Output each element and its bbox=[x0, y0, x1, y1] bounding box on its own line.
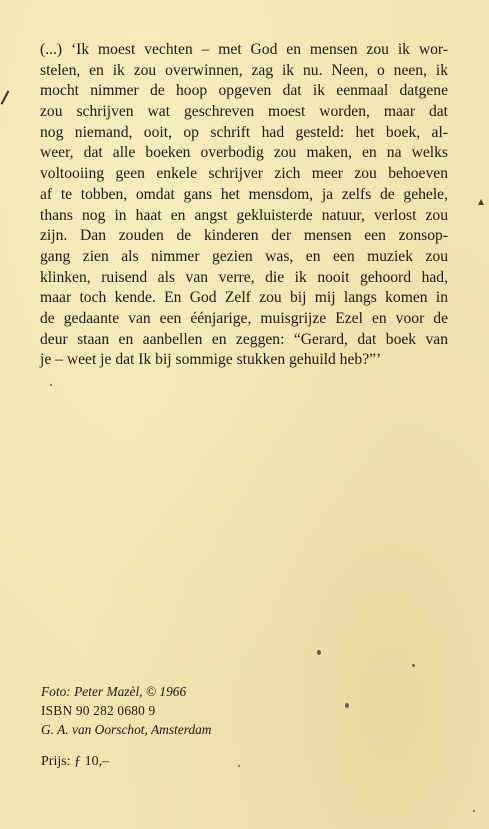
blurb-line: af te tobben, omdat gans het mensdom, ja zelfs de gehele, bbox=[40, 185, 448, 203]
blurb-line: zijn. Dan zouden de kinderen der mensen een zonsop- bbox=[40, 227, 448, 245]
blurb-quote bbox=[40, 40, 448, 371]
blurb-line: gang zien als nimmer gezien was, en een muziek zou bbox=[40, 247, 448, 265]
price: Prijs: ƒ 10,– bbox=[41, 754, 110, 769]
blurb-line: klinken, ruisend als van verre, die ik nooit gehoord had, bbox=[40, 268, 448, 286]
blurb-line: mocht nimmer de hoop opgeven dat ik eenmaal datgene bbox=[40, 82, 448, 100]
paper-speck bbox=[50, 384, 52, 386]
pencil-mark bbox=[1, 90, 10, 104]
margin-caret-mark bbox=[478, 199, 484, 205]
blurb-line: deur staan en aanbellen en zeggen: “Gerard, dat boek van bbox=[40, 330, 448, 348]
blurb-line: weer, dat alle boeken overbodig zou maken, en na welks bbox=[40, 144, 448, 162]
blurb-line: nog niemand, ooit, op schrift had gesteld: het boek, al- bbox=[40, 123, 448, 141]
paper-speck bbox=[473, 810, 475, 812]
paper-speck bbox=[317, 650, 321, 655]
blurb-line: zou schrijven wat geschreven moest worden, maar dat bbox=[40, 103, 448, 121]
blurb-line: voltooiing geen enkele schrijver zich meer zou behoeven bbox=[40, 165, 448, 183]
isbn: ISBN 90 282 0680 9 bbox=[41, 703, 156, 718]
colophon bbox=[41, 682, 341, 739]
blurb-line: thans nog in haat en angst gekluisterde natuur, verlost zou bbox=[40, 206, 448, 224]
photo-credit: Foto: Peter Mazèl, © 1966 bbox=[41, 684, 187, 699]
paper-speck bbox=[345, 703, 349, 708]
paper-speck bbox=[238, 765, 240, 767]
publisher: G. A. van Oorschot, Amsterdam bbox=[41, 722, 212, 737]
blurb-line: maar toch kende. En God Zelf zou bij mij langs komen in bbox=[40, 289, 448, 307]
blurb-line: stelen, en ik zou overwinnen, zag ik nu. Neen, o neen, ik bbox=[40, 61, 448, 79]
blurb-line: de gedaante van een éénjarige, muisgrijze Ezel en voor de bbox=[40, 309, 448, 327]
blurb-line-last: je – weet je dat Ik bij sommige stukken gehuild heb?”’ bbox=[40, 351, 382, 369]
paper-speck bbox=[412, 664, 415, 667]
blurb-line: (...) ‘Ik moest vechten – met God en mensen zou ik wor- bbox=[40, 41, 448, 58]
